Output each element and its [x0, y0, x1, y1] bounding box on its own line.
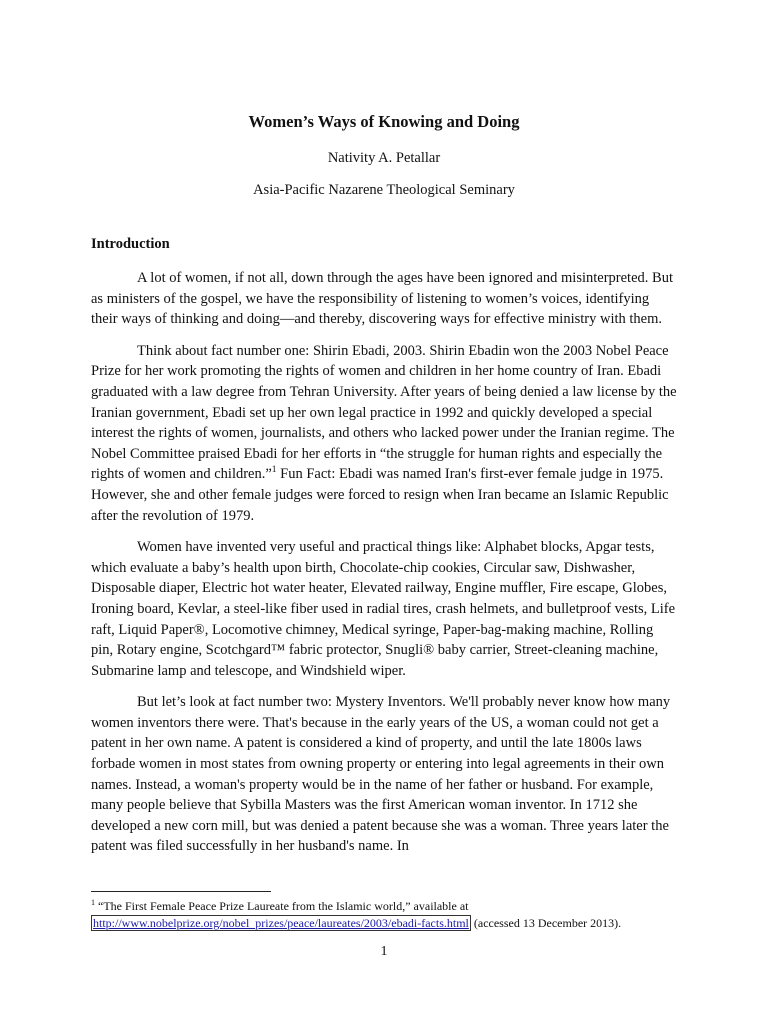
- footnote-reference[interactable]: 1: [271, 465, 277, 476]
- footnote-accessed: (accessed 13 December 2013).: [470, 916, 622, 930]
- paragraph-2-tail: Fun Fact: Ebadi was named Iran's first-ever female judge in 1975. However, she and other female judges were forced to resign when Iran became an Islamic Republic after the revolution of 1979.: [91, 466, 669, 524]
- footnote-number: 1: [91, 898, 95, 907]
- paragraph-3: [91, 537, 679, 681]
- institution-name: Asia-Pacific Nazarene Theological Seminary: [253, 182, 515, 198]
- document-title: Women’s Ways of Knowing and Doing: [248, 112, 520, 131]
- section-heading: Introduction: [91, 236, 170, 252]
- paragraph-4: [91, 692, 679, 857]
- paragraph-3-text: Women have invented very useful and practical things like: Alphabet blocks, Apgar tests, which evaluate a baby’s health upon birth, Chocolate-chip cookies, Circular saw, Dishwasher, Disposable diaper, Electric hot water heater, Elevated railway, Engine muffler, Fire escape, Globes, Ironing board, Kevlar, a steel-like fiber used in radial tires, crash helmets, and bulletproof vests, Life raft, Liquid Paper®, Locomotive chimney, Medical syringe, Paper-bag-making machine, Rolling pin, Rotary engine, Scotchgard™ fabric protector, Snugli® baby carrier, Street-cleaning machine, Submarine lamp and telescope, and Windshield wiper.: [91, 539, 676, 679]
- footnote-link[interactable]: http://www.nobelprize.org/nobel_prizes/peace/laureates/2003/ebadi-facts.html: [93, 916, 469, 930]
- paragraph-2: [91, 341, 679, 526]
- footnote: [91, 898, 691, 932]
- paragraph-1: [91, 268, 679, 330]
- footnote-separator: [91, 891, 271, 892]
- paragraph-1-text: A lot of women, if not all, down through the ages have been ignored and misinterpreted. But as ministers of the gospel, we have the responsibility of listening to women’s voices, identifying their ways of thinking and doing—and thereby, discovering ways for effective ministry with them.: [91, 270, 673, 328]
- paragraph-2-text: Think about fact number one: Shirin Ebadi, 2003. Shirin Ebadin won the 2003 Nobel Peace Prize for her work promoting the rights of women and children in her home country of Iran. Ebadi graduated with a law degree from Tehran University. After years of being denied a law license by the Iranian government, Ebadi set up her own legal practice in 1992 and quickly developed a special interest the rights of women, journalists, and others who lacked power under the Iranian regime. The Nobel Committee praised Ebadi for her efforts in “the struggle for human rights and especially the rights of women and children.”: [91, 342, 677, 483]
- page-number: 1: [380, 944, 388, 959]
- author-name: Nativity A. Petallar: [327, 150, 441, 166]
- footnote-text: “The First Female Peace Prize Laureate from the Islamic world,” available at: [95, 899, 469, 913]
- paragraph-4-text: But let’s look at fact number two: Mystery Inventors. We'll probably never know how many women inventors there were. That's because in the early years of the US, a woman could not get a patent in her own name. A patent is considered a kind of property, and until the late 1800s laws forbade women in most states from owning property or entering into legal agreements in their own names. Instead, a woman's property would be in the name of her father or husband. For example, many people believe that Sybilla Masters was the first American woman inventor. In 1712 she developed a new corn mill, but was denied a patent because she was a woman. Three years later the patent was filed successfully in her husband's name. In: [91, 694, 671, 855]
- body-text: [91, 268, 679, 868]
